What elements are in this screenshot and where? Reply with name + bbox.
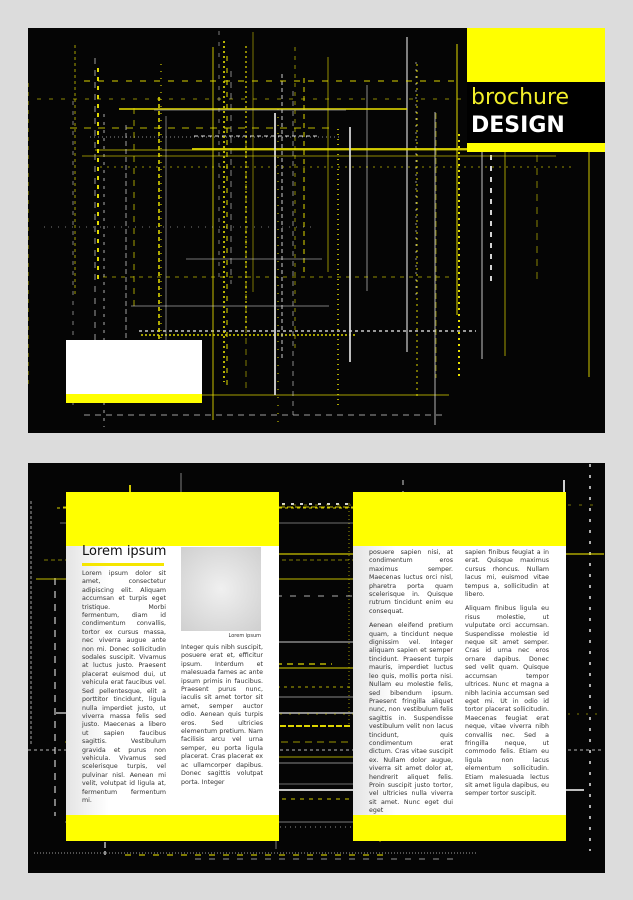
paragraph: posuere sapien nisi, at condimentum eros maximus semper. Maecenas luctus orci nisl, pharetra porta quam scelerisque in. Quisque rutrum tincidunt enim eu consequat.: [369, 549, 453, 615]
brochure-cover: [28, 28, 605, 433]
inner-page-left: [66, 492, 279, 841]
text-column-1: [369, 549, 453, 822]
image-placeholder: [181, 547, 261, 631]
text-column-2: [465, 549, 549, 805]
image-caption: Lorem ipsum: [228, 633, 261, 639]
inner-page-right: [353, 492, 566, 841]
paragraph: Aliquam finibus ligula eu risus molestie, ut vulputate orci accumsan. Suspendisse molestie id neque sit amet semper. Cras id urna nec eros ornare dapibus. Donec sed velit quam. Quisque accumsan tempor ultrices. Nunc et magna a nibh lacinia accumsan sed eget mi. Ut in odio id tortor placerat sollicitudin. Maecenas feugiat erat neque, vitae viverra nibh convallis nec. Sed a fringilla neque, ut commodo felis. Etiam eu ligula non lacus elementum sollicitudin. Etiam malesuada lectus sit amet ligula dapibus, eu semper tortor suscipit.: [465, 605, 549, 798]
title-block: [467, 82, 605, 152]
yellow-footer-band: [353, 815, 566, 841]
yellow-header-band: [353, 492, 566, 546]
heading-underline: [82, 563, 164, 566]
yellow-title-box: [467, 28, 605, 82]
paragraph: sapien finibus feugiat a in erat. Quisque maximus cursus rhoncus. Nullam lacus mi, euismod vitae tempus a, sollicitudin at libero.: [465, 549, 549, 599]
paragraph: Aenean eleifend pretium quam, a tincidunt neque dignissim vel. Integer aliquam sapien et semper tincidunt. Praesent turpis mauris, imperdiet luctus leo quis, mollis porta nisi. Nullam eu molestie felis, sed bibendum ipsum. Praesent fringilla aliquet nunc, non vestibulum felis sagittis in. Suspendisse vestibulum velit non lacus tincidunt, quis condimentum erat dictum. Cras vitae suscipit ex. Nullam dolor augue, viverra sit amet dolor at, hendrerit aliquet felis. Proin suscipit justo tortor, vel ultricies nulla viverra sit amet. Nunc eget dui eget: [369, 622, 453, 815]
section-heading: Lorem ipsum: [82, 544, 167, 559]
yellow-footer-band: [66, 815, 279, 841]
yellow-header-band: [66, 492, 279, 546]
white-label-box: [66, 340, 202, 403]
title-brochure: brochure: [471, 85, 570, 110]
text-column-2: Integer quis nibh suscipit, posuere erat et, efficitur ipsum. Interdum et malesuada fames ac ante ipsum primis in faucibus. Praesent purus nunc, iaculis sit amet tortor sit amet, semper auctor odio. Aenean quis turpis eros. Sed ultricies elementum pretium. Nam facilisis arcu vel urna semper, eu porta ligula placerat. Cras placerat ex ac ullamcorper dapibus. Donec sagittis volutpat porta. Integer: [181, 644, 263, 786]
brochure-inner-spread: [28, 463, 605, 873]
text-column-1: Lorem ipsum dolor sit amet, consectetur adipiscing elit. Aliquam accumsan et turpis eget tristique. Morbi fermentum, diam id condimentum convallis, tortor ex cursus massa, nec viverra augue ante non mi. Donec sollicitudin sodales suscipit. Vivamus at luctus justo. Praesent placerat euismod dui, ut vehicula erat faucibus vel. Sed pellentesque, elit a porttitor tincidunt, ligula nulla imperdiet justo, ut viverra massa felis sed justo. Maecenas a libero ut sapien faucibus sagittis. Vestibulum gravida et purus non vehicula. Vivamus sed scelerisque turpis, vel pulvinar nisl. Aenean mi velit, volutpat id ligula at, fermentum fermentum mi.: [82, 570, 166, 804]
yellow-underline-bar: [467, 143, 605, 152]
title-design: DESIGN: [471, 113, 565, 138]
